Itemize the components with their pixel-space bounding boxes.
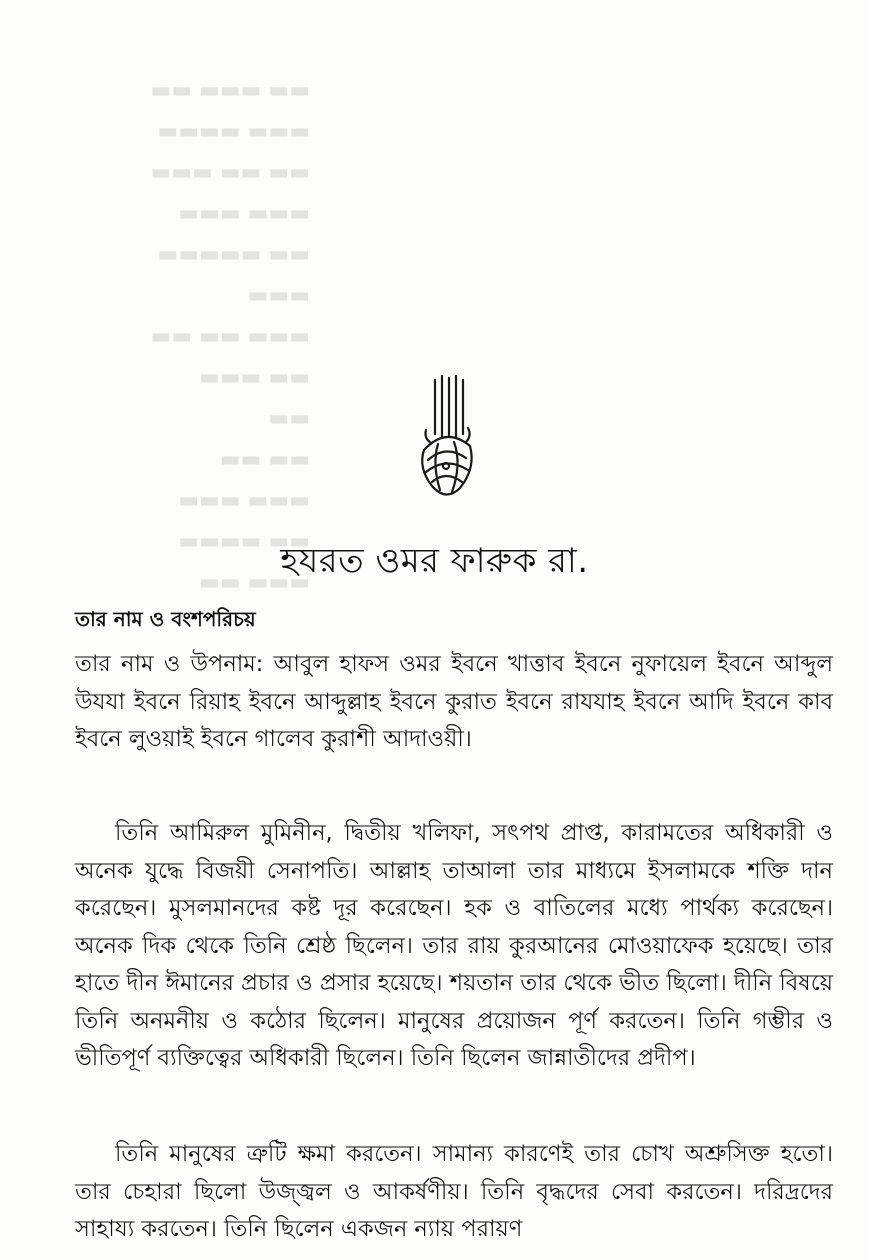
chapter-title: হযরত ওমর ফারুক রা. <box>280 541 589 581</box>
paragraph-virtues: তিনি মানুষের ত্রুটি ক্ষমা করতেন। সামান্য কারণেই তার চোখ অশ্রুসিক্ত হতো। তার চেহারা ছিলো উজ্জ্বল ও আকর্ষণীয়। তিনি বৃদ্ধদের সেবা করতেন। দরিদ্রদের সাহায্য করতেন। তিনি ছিলেন একজন ন্যায় পরায়ণ <box>75 1141 833 1242</box>
bismillah-calligraphy-icon <box>410 372 482 504</box>
paragraph-name-lineage: তার নাম ও উপনাম: আবুল হাফস ওমর ইবনে খাত্তাব ইবনে নুফায়েল ইবনে আব্দুল উযযা ইবনে রিয়াহ ইবনে আব্দুল্লাহ ইবনে কুরাত ইবনে রাযযাহ ইবনে আদি ইবনে কাব ইবনে লুওয়াই ইবনে গালেব কুরাশী আদাওয়ী। <box>75 651 833 752</box>
section-heading: তার নাম ও বংশপরিচয় <box>75 607 256 631</box>
paragraph-character: তিনি আমিরুল মুমিনীন, দ্বিতীয় খলিফা, সৎপথ প্রাপ্ত, কারামতের অধিকারী ও অনেক যুদ্ধে বিজয়ী সেনাপতি। আল্লাহ তাআলা তার মাধ্যমে ইসলামকে শক্তি দান করেছেন। মুসলমানদের কষ্ট দূর করেছেন। হক ও বাতিলের মধ্যে পার্থক্য করেছেন। অনেক দিক থেকে তিনি শ্রেষ্ঠ ছিলেন। তার রায় কুরআনের মোওয়াফেক হয়েছে। তার হাতে দীন ঈমানের প্রচার ও প্রসার হয়েছে। শয়তান তার থেকে ভীত ছিলো। দীনি বিষয়ে তিনি অনমনীয় ও কঠোর ছিলেন। মানুষের প্রয়োজন পূর্ণ করতেন। তিনি গম্ভীর ও ভীতিপূর্ণ ব্যক্তিত্বের অধিকারী ছিলেন। তিনি ছিলেন জান্নাতীদের প্রদীপ। <box>75 820 833 1071</box>
reverse-page-bleed-through: ▬▬ ▬▬▬ ▬▬ ▬▬▬ ▬▬▬▬ ▬▬ ▬▬ ▬▬▬ ▬▬▬ ▬▬▬ ▬▬ ▬▬▬▬▬ ▬▬▬ ▬▬▬ ▬▬ ▬▬ ▬▬ ▬▬▬ ▬▬ ▬▬ ▬▬ ▬▬▬ ▬▬▬ ▬▬ ▬▬▬▬ ▬▬▬ ▬▬ <box>150 78 310 595</box>
